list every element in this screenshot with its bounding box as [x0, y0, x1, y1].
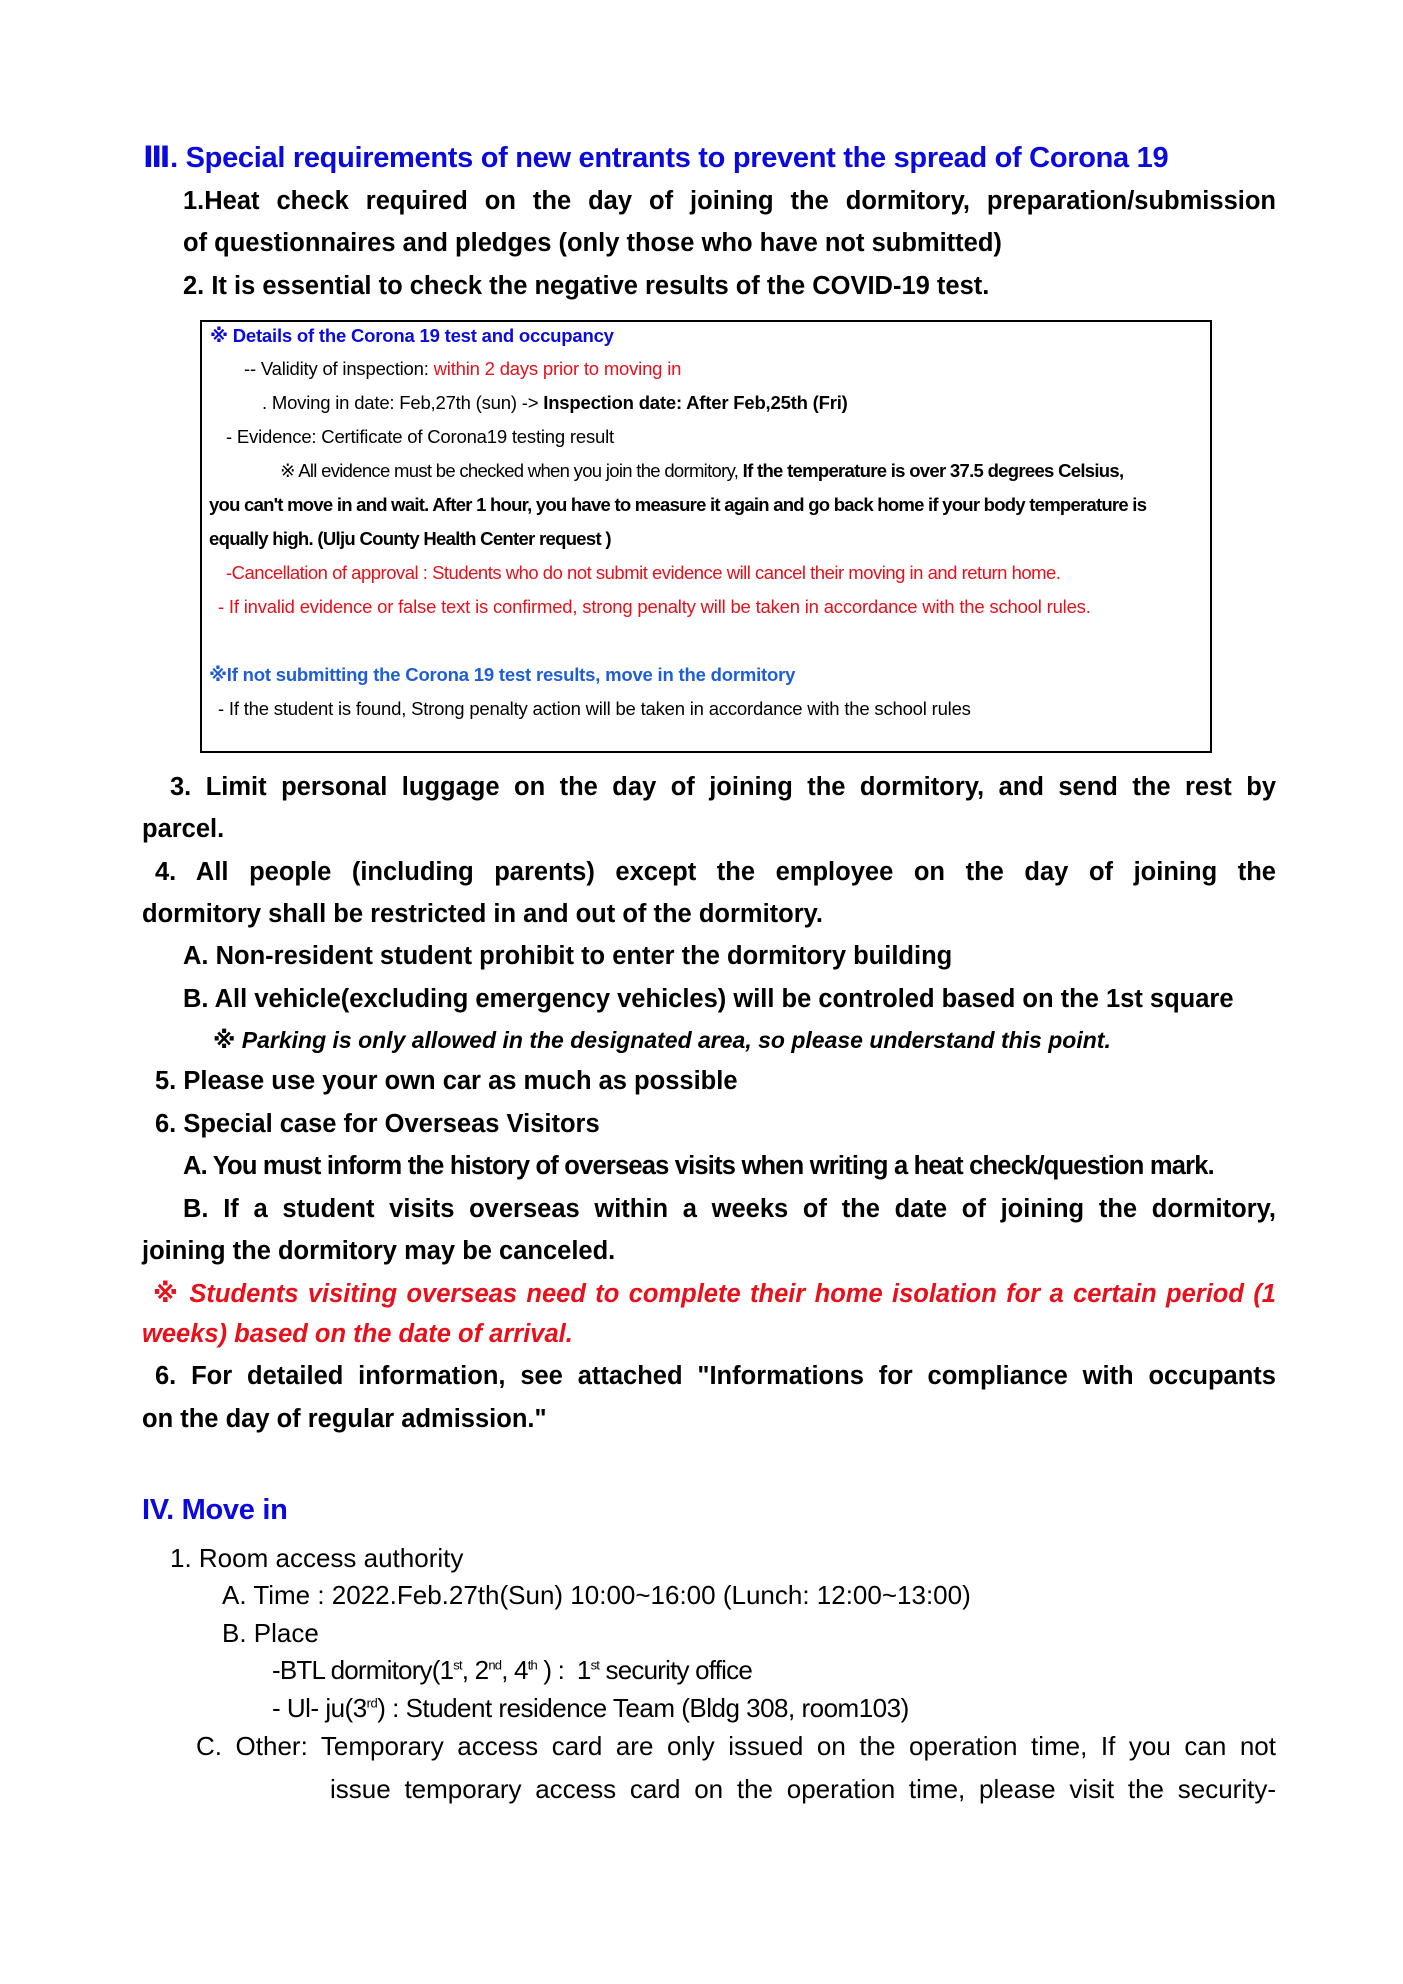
evidence-note-line-3: equally high. (Ulju County Health Center request ) — [209, 528, 611, 549]
overseas-isolation-note-line-1: ※ Students visiting overseas need to complete their home isolation for a certain period (1 — [153, 1280, 1276, 1308]
parking-note: ※ Parking is only allowed in the designated area, so please understand this point. — [213, 1027, 1111, 1053]
evidence-note-line-1 — [280, 460, 1123, 482]
item-4-line-2: dormitory shall be restricted in and out of the dormitory. — [142, 900, 824, 928]
penalty-line: - If the student is found, Strong penalty action will be taken in accordance with the school rules — [218, 698, 971, 719]
item-4-line-1: 4. All people (including parents) except the employee on the day of joining the — [155, 858, 1276, 886]
not-submitting-note: ※If not submitting the Corona 19 test results, move in the dormitory — [209, 664, 796, 685]
validity-value: within 2 days prior to moving in — [433, 358, 682, 379]
validity-line — [244, 358, 681, 380]
item-6-a: A. You must inform the history of overseas visits when writing a heat check/question mark. — [183, 1152, 1214, 1180]
box-heading: ※ Details of the Corona 19 test and occupancy — [210, 325, 614, 346]
section-4-title: IV. Move in — [142, 1494, 288, 1526]
moving-date-line — [262, 392, 848, 414]
btl-text: , 2 — [461, 1655, 489, 1685]
validity-label: -- Validity of inspection: — [244, 358, 434, 379]
ulju-dormitory-place — [272, 1693, 909, 1724]
inspection-date: Inspection date: After Feb,25th (Fri) — [543, 392, 848, 413]
other-line-2: issue temporary access card on the operation time, please visit the security- — [330, 1774, 1276, 1804]
item-4-b: B. All vehicle(excluding emergency vehicles) will be controled based on the 1st square — [183, 985, 1234, 1013]
btl-dormitory-place — [272, 1655, 752, 1686]
item-6-b-line-1: B. If a student visits overseas within a weeks of the date of joining the dormitory, — [183, 1195, 1276, 1223]
moving-date-label: . Moving in date: Feb,27th (sun) -> — [262, 392, 544, 413]
evidence-note-text: ※ All evidence must be checked when you join the dormitory, — [280, 460, 743, 481]
cancellation-line: -Cancellation of approval : Students who do not submit evidence will cancel their moving in and return home. — [226, 562, 1061, 583]
ulju-text: ) : Student residence Team (Bldg 308, room103) — [377, 1693, 909, 1723]
btl-text: -BTL dormitory(1 — [272, 1655, 454, 1685]
ordinal: st — [453, 1657, 462, 1673]
room-access-heading: 1. Room access authority — [170, 1543, 464, 1573]
ordinal: st — [590, 1657, 600, 1673]
evidence-note-line-2: you can't move in and wait. After 1 hour, you have to measure it again and go back home if your body temperature is — [209, 494, 1147, 515]
item-4-a: A. Non-resident student prohibit to enter the dormitory building — [183, 942, 953, 970]
ordinal: th — [527, 1657, 537, 1673]
item-5: 5. Please use your own car as much as possible — [155, 1067, 738, 1095]
item-6: 6. Special case for Overseas Visitors — [155, 1110, 600, 1138]
btl-text: , 4 — [501, 1655, 528, 1685]
ordinal: rd — [366, 1695, 378, 1711]
access-time: A. Time : 2022.Feb.27th(Sun) 10:00~16:00 (Lunch: 12:00~13:00) — [222, 1580, 971, 1610]
item-7-line-2: on the day of regular admission." — [142, 1405, 547, 1433]
section-3-title: Ⅲ. Special requirements of new entrants to prevent the spread of Corona 19 — [143, 142, 1169, 174]
temperature-warning: If the temperature is over 37.5 degrees Celsius, — [742, 460, 1124, 481]
ulju-text: - Ul- ju(3 — [272, 1693, 367, 1723]
item-3-line-2: parcel. — [142, 815, 225, 843]
btl-text: security office — [599, 1655, 753, 1685]
item-1-line-1: 1.Heat check required on the day of joining the dormitory, preparation/submission — [183, 187, 1276, 215]
item-7-line-1: 6. For detailed information, see attached "Informations for compliance with occupants — [155, 1362, 1276, 1390]
btl-text: ) : 1 — [536, 1655, 591, 1685]
evidence-line: - Evidence: Certificate of Corona19 testing result — [226, 426, 614, 447]
item-3-line-1: 3. Limit personal luggage on the day of joining the dormitory, and send the rest by — [170, 773, 1276, 801]
ordinal: nd — [488, 1657, 502, 1673]
other-line-1: C. Other: Temporary access card are only issued on the operation time, If you can not — [196, 1731, 1276, 1761]
overseas-isolation-note-line-2: weeks) based on the date of arrival. — [142, 1320, 573, 1348]
item-6-b-line-2: joining the dormitory may be canceled. — [142, 1237, 616, 1265]
invalid-evidence-line: - If invalid evidence or false text is confirmed, strong penalty will be taken in accordance with the school rules. — [218, 596, 1091, 617]
item-1-line-2: of questionnaires and pledges (only those who have not submitted) — [183, 229, 1002, 257]
access-place-label: B. Place — [222, 1618, 319, 1648]
item-2: 2. It is essential to check the negative results of the COVID-19 test. — [183, 272, 990, 300]
